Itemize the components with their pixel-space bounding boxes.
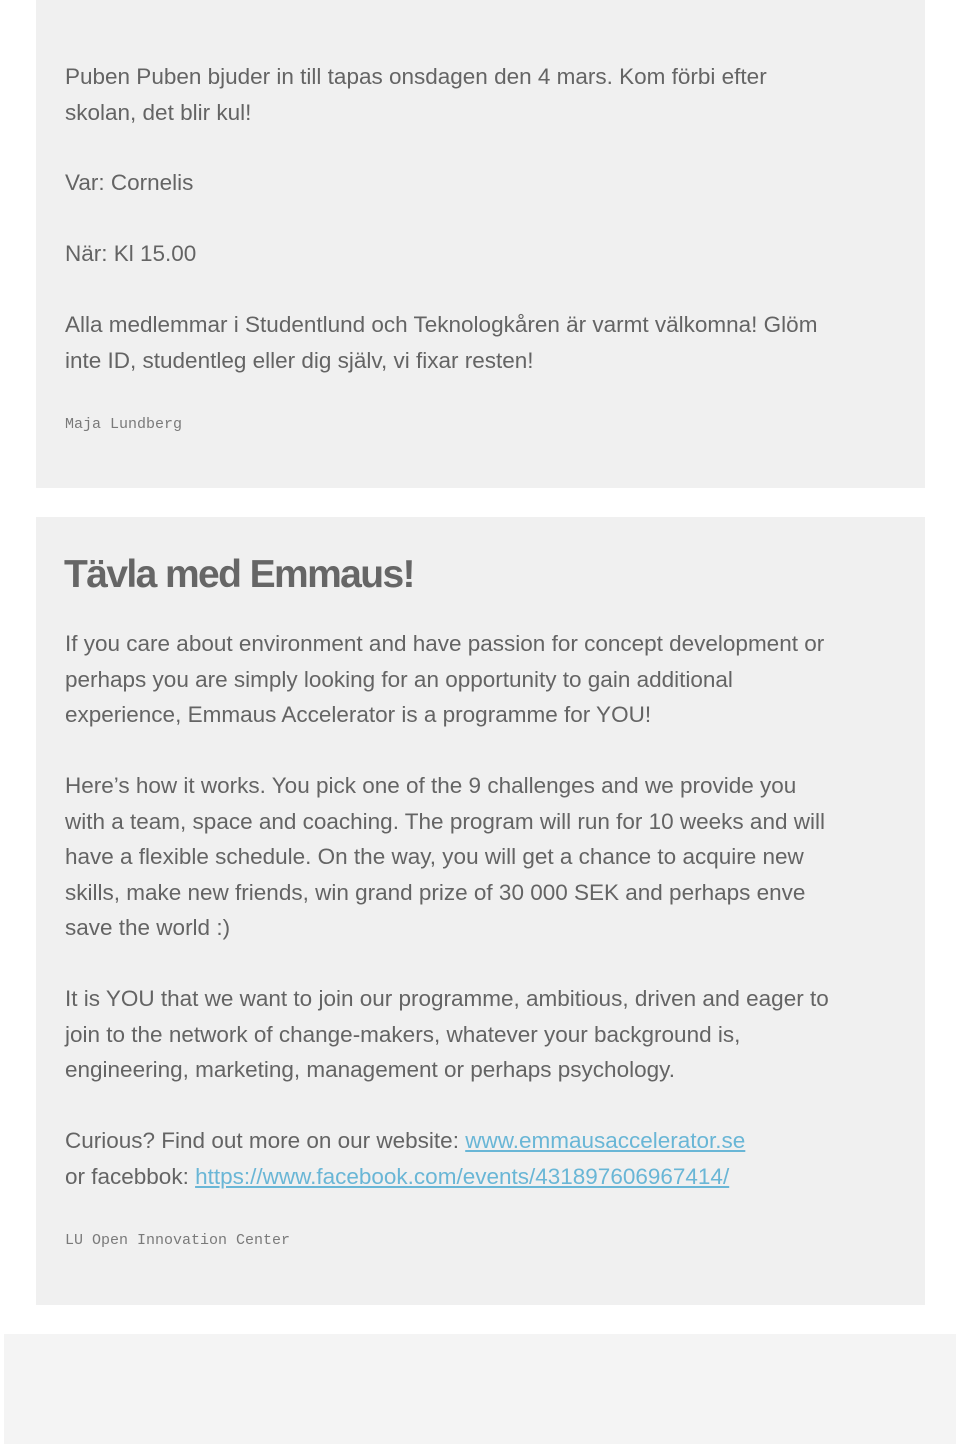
facebook-link[interactable]: https://www.facebook.com/events/431897606967414/ [195, 1163, 730, 1189]
target-audience [65, 981, 829, 1088]
how-it-works [65, 768, 825, 946]
article-card-emmaus [36, 517, 925, 1305]
event-location: Var: Cornelis [65, 170, 194, 195]
audience-line: It is YOU that we want to join our programme, ambitious, driven and eager to [65, 986, 829, 1011]
facebook-line [65, 1159, 745, 1195]
welcome-text [65, 307, 817, 378]
welcome-line: Alla medlemmar i Studentlund och Teknologkåren är varmt välkomna! Glöm [65, 312, 818, 337]
author-signature: Maja Lundberg [65, 416, 183, 433]
emmaus-intro [65, 626, 824, 733]
audience-line: join to the network of change-makers, whatever your background is, [65, 1021, 741, 1047]
website-link[interactable]: www.emmausaccelerator.se [465, 1128, 746, 1153]
how-line: Here’s how it works. You pick one of the 9 challenges and we provide you [65, 773, 797, 798]
facebook-prefix: or facebbok: [65, 1163, 196, 1189]
how-line: have a flexible schedule. On the way, you will get a chance to acquire new [65, 844, 804, 869]
organization-signature: LU Open Innovation Center [65, 1232, 291, 1249]
emmaus-intro-line: perhaps you are simply looking for an opportunity to gain additional [65, 666, 733, 692]
how-line: skills, make new friends, win grand prize of 30 000 SEK and perhaps enve [65, 879, 806, 905]
how-line: save the world :) [65, 915, 231, 940]
puben-intro-line: Puben Puben bjuder in till tapas onsdagen den 4 mars. Kom förbi efter [65, 64, 767, 89]
puben-intro [65, 59, 767, 130]
event-time: När: Kl 15.00 [65, 241, 197, 266]
website-prefix: Curious? Find out more on our website: [65, 1128, 466, 1153]
more-info [65, 1123, 745, 1194]
article-headline: Tävla med Emmaus! [64, 553, 414, 596]
emmaus-intro-line: If you care about environment and have passion for concept development or [65, 631, 825, 656]
emmaus-intro-line: experience, Emmaus Accelerator is a programme for YOU! [65, 702, 652, 727]
audience-line: engineering, marketing, management or perhaps psychology. [65, 1057, 675, 1082]
how-line: with a team, space and coaching. The program will run for 10 weeks and will [65, 808, 825, 834]
website-line [65, 1123, 745, 1159]
welcome-line: inte ID, studentleg eller dig själv, vi fixar resten! [65, 347, 534, 373]
footer-block [4, 1334, 956, 1444]
puben-intro-line: skolan, det blir kul! [65, 99, 252, 125]
event-card-puben [36, 0, 925, 488]
